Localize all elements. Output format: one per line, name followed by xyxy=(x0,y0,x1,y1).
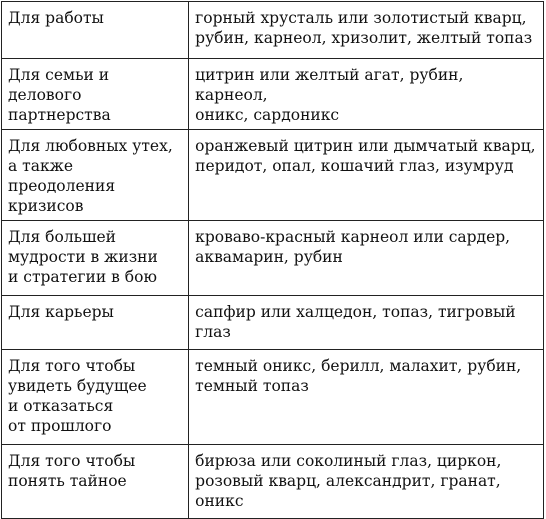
purpose-cell: Для карьеры xyxy=(2,296,189,350)
table-row xyxy=(2,59,544,130)
table-row xyxy=(2,2,544,59)
gemstones-table-body xyxy=(2,2,544,519)
purpose-cell: Для любовных утех, а также преодоления кризисов xyxy=(2,130,189,221)
table-row xyxy=(2,350,544,445)
stones-cell: оранжевый цитрин или дымчатый кварц, перидот, опал, кошачий глаз, изумруд xyxy=(189,130,544,221)
stones-cell: сапфир или халцедон, топаз, тигровый глаз xyxy=(189,296,544,350)
table-row xyxy=(2,221,544,296)
table-row xyxy=(2,296,544,350)
purpose-cell: Для работы xyxy=(2,2,189,59)
stones-cell: цитрин или желтый агат, рубин, карнеол, оникс, сардоникс xyxy=(189,59,544,130)
purpose-cell: Для большей мудрости в жизни и стратегии в бою xyxy=(2,221,189,296)
purpose-cell: Для того чтобы увидеть будущее и отказаться от прошлого xyxy=(2,350,189,445)
table-row xyxy=(2,130,544,221)
purpose-cell: Для того чтобы понять тайное xyxy=(2,445,189,519)
gemstones-table xyxy=(1,1,544,519)
stones-cell: кроваво-красный карнеол или сардер, аквамарин, рубин xyxy=(189,221,544,296)
table-row xyxy=(2,445,544,519)
stones-cell: темный оникс, берилл, малахит, рубин, темный топаз xyxy=(189,350,544,445)
stones-cell: горный хрусталь или золотистый кварц, рубин, карнеол, хризолит, желтый топаз xyxy=(189,2,544,59)
stones-cell: бирюза или соколиный глаз, циркон, розовый кварц, александрит, гранат, оникс xyxy=(189,445,544,519)
purpose-cell: Для семьи и делового партнерства xyxy=(2,59,189,130)
